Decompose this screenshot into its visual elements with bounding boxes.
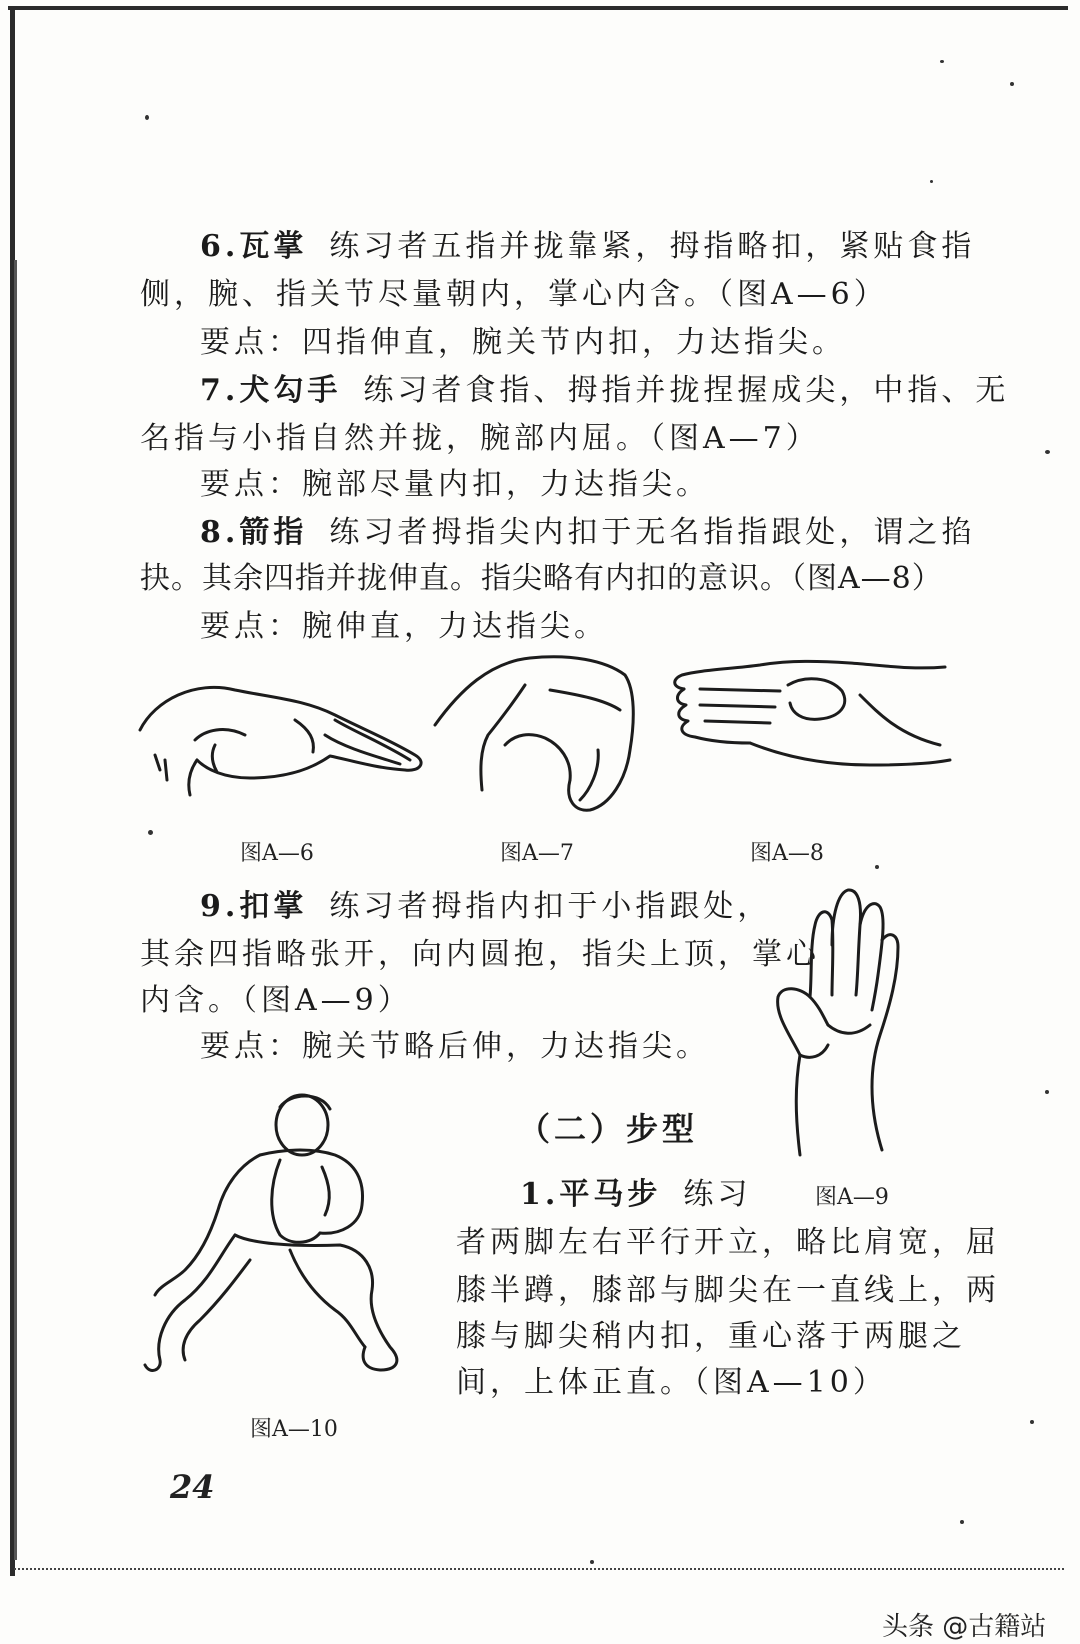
part2-item1-title: 平马步 bbox=[559, 1177, 662, 1212]
section6-number: 6. bbox=[200, 229, 240, 264]
caption-a6: 图A—6 bbox=[240, 841, 314, 866]
section6-text: 练习者五指并拢靠紧，拇指略扣，紧贴食指 bbox=[329, 229, 976, 264]
part2-heading: （二）步型 bbox=[518, 1110, 699, 1148]
part2-line3: 膝半蹲，膝部与脚尖在一直线上，两 bbox=[456, 1273, 1000, 1308]
print-speck bbox=[1045, 450, 1050, 454]
page-border-bottom bbox=[14, 1568, 1064, 1572]
part2-item1-line1 bbox=[520, 1176, 751, 1214]
print-speck bbox=[1010, 82, 1014, 86]
figure-a7-illustration bbox=[430, 650, 650, 820]
section9-text: 练习者拇指内扣于小指跟处， bbox=[329, 889, 772, 924]
section9-number: 9. bbox=[200, 889, 240, 924]
print-speck bbox=[148, 830, 153, 835]
print-speck bbox=[145, 115, 149, 120]
section7-number: 7. bbox=[200, 373, 240, 408]
caption-a8: 图A—8 bbox=[750, 841, 824, 866]
part2-item1-number: 1. bbox=[520, 1177, 560, 1212]
section6-line1 bbox=[200, 228, 975, 266]
page-border-top bbox=[8, 6, 1068, 10]
section7-point: 要点：腕部尽量内扣，力达指尖。 bbox=[200, 467, 710, 502]
section6-point: 要点：四指伸直，腕关节内扣，力达指尖。 bbox=[200, 325, 846, 360]
section7-line1 bbox=[200, 372, 1009, 410]
section9-line3: 内含。（图A—9） bbox=[140, 983, 412, 1018]
section9-line1 bbox=[200, 888, 771, 926]
section8-point: 要点：腕伸直，力达指尖。 bbox=[200, 609, 608, 644]
caption-a9: 图A—9 bbox=[815, 1185, 889, 1210]
section9-line2: 其余四指略张开，向内圆抱，指尖上顶，掌心 bbox=[140, 937, 820, 972]
caption-a10: 图A—10 bbox=[250, 1417, 338, 1442]
section7-line2: 名指与小指自然并拢，腕部内屈。（图A—7） bbox=[140, 421, 820, 456]
print-speck bbox=[930, 180, 933, 183]
watermark-text: 头条 @古籍站 bbox=[882, 1612, 1047, 1642]
figure-a10-illustration bbox=[140, 1085, 420, 1375]
page-number: 24 bbox=[170, 1468, 215, 1506]
section7-title: 犬勾手 bbox=[239, 373, 342, 408]
part2-line4: 膝与脚尖稍内扣，重心落于两腿之 bbox=[456, 1319, 966, 1354]
part2-line2: 者两脚左右平行开立，略比肩宽，屈 bbox=[456, 1225, 1000, 1260]
caption-a7: 图A—7 bbox=[500, 841, 574, 866]
section8-line2: 抉。其余四指并拢伸直。指尖略有内扣的意识。（图A—8） bbox=[140, 561, 943, 596]
part2-line5: 间，上体正直。（图A—10） bbox=[456, 1365, 887, 1400]
print-speck bbox=[875, 865, 879, 869]
print-speck bbox=[960, 1520, 964, 1524]
print-speck bbox=[1045, 1090, 1049, 1094]
section8-line1 bbox=[200, 514, 975, 552]
section9-title: 扣掌 bbox=[239, 889, 308, 924]
section7-text: 练习者食指、拇指并拢捏握成尖，中指、无 bbox=[363, 373, 1010, 408]
figure-a9-illustration bbox=[770, 885, 920, 1160]
section8-text: 练习者拇指尖内扣于无名指指跟处，谓之掐 bbox=[329, 515, 976, 550]
section6-line2: 侧，腕、指关节尽量朝内，掌心内含。（图A—6） bbox=[140, 277, 888, 312]
print-speck bbox=[590, 1560, 594, 1564]
figure-a6-illustration bbox=[135, 660, 425, 820]
section6-title: 瓦掌 bbox=[239, 229, 308, 264]
page-border-left-inner bbox=[14, 260, 17, 1560]
part2-item1-text: 练习 bbox=[683, 1177, 752, 1212]
section8-number: 8. bbox=[200, 515, 240, 550]
section9-point: 要点：腕关节略后伸，力达指尖。 bbox=[200, 1029, 710, 1064]
print-speck bbox=[1030, 1420, 1034, 1424]
section8-title: 箭指 bbox=[239, 515, 308, 550]
print-speck bbox=[940, 60, 944, 63]
figure-a8-illustration bbox=[670, 655, 955, 785]
